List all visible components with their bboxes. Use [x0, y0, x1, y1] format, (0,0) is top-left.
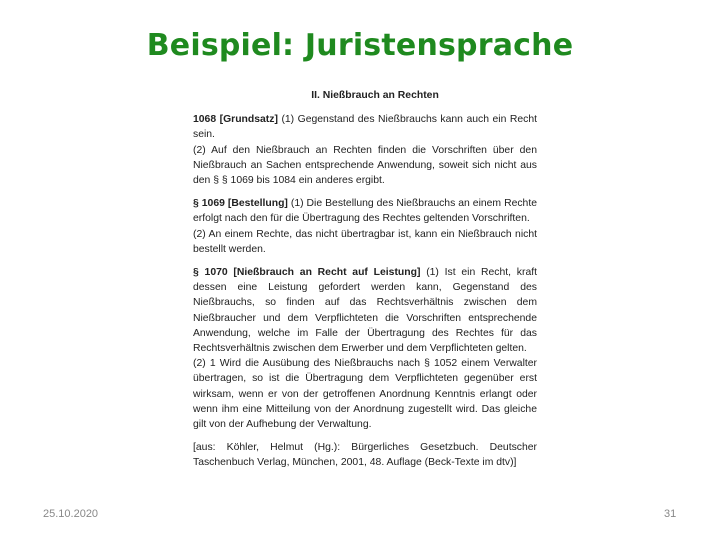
paragraph-1068-subsection-2: (2) Auf den Nießbrauch an Rechten finden die Vorschriften über den Nießbrauch an Sachen entsprechende Anwendung, soweit sich nicht aus den § § 1069 bis 1084 ein anderes ergibt. — [193, 144, 537, 187]
paragraph-1070 — [193, 265, 537, 432]
section-label: 1068 [Grundsatz] — [193, 114, 278, 126]
section-text: (1) Gegenstand des Nießbrauchs kann auch ein Recht sein. — [193, 114, 537, 141]
paragraph-1069-subsection-2: (2) An einem Rechte, das nicht übertragbar ist, kann ein Nießbrauch nicht bestellt werden. — [193, 228, 537, 255]
paragraph-1068-subsection-1 — [193, 112, 537, 142]
paragraph-1069-subsection-1 — [193, 196, 537, 226]
scanned-law-text — [193, 88, 537, 533]
section-label: § 1070 [Nießbrauch an Recht auf Leistung] — [193, 267, 421, 279]
paragraph-1069 — [193, 196, 537, 257]
section-text: (1) Ist ein Recht, kraft dessen eine Leistung gefordert werden kann, Gegenstand des Nießbrauchs, so finden auf das Rechtsverhältnis zwischen dem Nießbraucher und dem Verpflichteten die Vorschriften entsprechende Anwendung, welche im Falle der Übertragung des Rechtes für das Rechtsverhältnis zwischen dem Erwerber und dem Verpflichteten gelten. — [193, 267, 538, 355]
footer-date: 25.10.2020 — [43, 508, 99, 520]
section-text: (1) Die Bestellung des Nießbrauchs an einem Rechte erfolgt nach den für die Übertragung des Rechtes geltenden Vorschriften. — [193, 198, 537, 225]
page-number: 31 — [664, 508, 677, 520]
paragraph-1068 — [193, 112, 537, 188]
slide-title: Beispiel: Juristensprache — [146, 28, 574, 63]
section-heading: II. Nießbrauch an Rechten — [311, 90, 439, 101]
source-citation: [aus: Köhler, Helmut (Hg.): Bürgerliches Gesetzbuch. Deutscher Taschenbuch Verlag, München, 2001, 48. Auflage (Beck-Texte im dtv)] — [193, 442, 537, 469]
paragraph-1070-subsection-2: (2) 1 Wird die Ausübung des Nießbrauchs nach § 1052 einem Verwalter übertragen, so ist die Übertragung dem Verpflichteten gegenüber erst wirksam, wenn er von der getroffenen Anordnung Kenntnis erlangt oder wenn ihm eine Mitteilung von der Anordnung zugestellt wird. Das gleiche gilt von der Aufhebung der Verwaltung. — [193, 358, 537, 431]
section-label: § 1069 [Bestellung] — [193, 198, 288, 210]
paragraph-1070-subsection-1 — [193, 265, 537, 356]
